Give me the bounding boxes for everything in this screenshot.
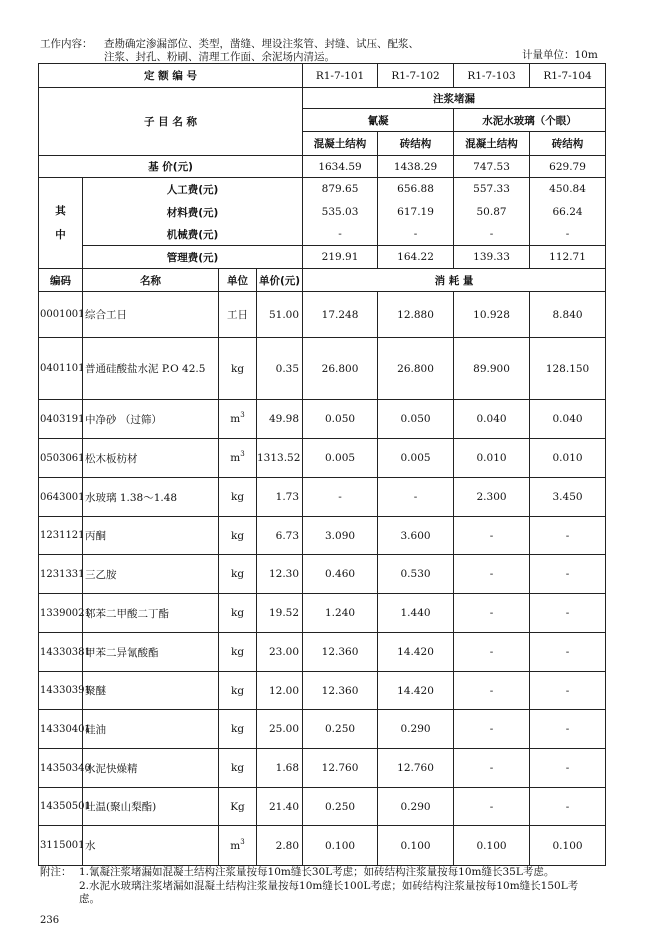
cost-value: 617.19 bbox=[378, 201, 454, 224]
item-consumption: 0.005 bbox=[378, 439, 454, 478]
item-price: 1.68 bbox=[257, 749, 303, 788]
notes-label: 附注： bbox=[40, 866, 72, 878]
unit-text: kg bbox=[230, 529, 245, 542]
col-header-price: 单价(元) bbox=[257, 269, 303, 292]
table-row bbox=[39, 633, 606, 672]
item-consumption: 0.530 bbox=[378, 555, 454, 594]
structure-type: 砖结构 bbox=[530, 132, 606, 156]
unit-text: kg bbox=[230, 362, 245, 375]
item-price: 0.35 bbox=[257, 338, 303, 400]
item-unit bbox=[219, 292, 257, 338]
item-code: 14330381 bbox=[39, 633, 83, 672]
item-consumption: - bbox=[303, 478, 378, 517]
item-unit bbox=[219, 672, 257, 710]
item-code: 1231121 bbox=[39, 517, 83, 555]
item-consumption: 0.100 bbox=[530, 826, 606, 866]
mgmt-fee: 164.22 bbox=[378, 246, 454, 269]
unit-text: kg bbox=[230, 723, 245, 735]
base-price: 1634.59 bbox=[303, 156, 378, 178]
item-price: 25.00 bbox=[257, 710, 303, 749]
table-row bbox=[39, 400, 606, 439]
item-consumption: 26.800 bbox=[303, 338, 378, 400]
item-code: 14350340 bbox=[39, 749, 83, 788]
cost-name: 材料费(元) bbox=[83, 201, 303, 224]
table-row bbox=[39, 594, 606, 633]
item-code: 3115001 bbox=[39, 826, 83, 866]
item-consumption: - bbox=[530, 633, 606, 672]
item-name: 松木板枋材 bbox=[83, 439, 219, 478]
sub-group-name: 水泥水玻璃（个眼） bbox=[454, 109, 606, 132]
unit-superscript: 3 bbox=[240, 450, 245, 458]
item-consumption: 10.928 bbox=[454, 292, 530, 338]
item-unit bbox=[219, 633, 257, 672]
item-consumption: 12.760 bbox=[303, 749, 378, 788]
subitem-label: 子 目 名 称 bbox=[39, 88, 303, 156]
item-name: 丙酮 bbox=[83, 517, 219, 555]
base-price-label: 基 价(元) bbox=[39, 156, 303, 178]
item-consumption: 0.290 bbox=[378, 710, 454, 749]
quota-code: R1-7-104 bbox=[530, 64, 606, 88]
table-row bbox=[39, 672, 606, 710]
base-price: 747.53 bbox=[454, 156, 530, 178]
unit-text: m bbox=[230, 839, 241, 852]
mgmt-fee: 219.91 bbox=[303, 246, 378, 269]
work-content-line1: 查勘确定渗漏部位、类型，凿缝、埋设注浆管、封缝、试压、配浆、 bbox=[104, 38, 419, 50]
item-consumption: 0.250 bbox=[303, 710, 378, 749]
item-code: 14330401 bbox=[39, 710, 83, 749]
item-consumption: - bbox=[454, 517, 530, 555]
item-code: 1231331 bbox=[39, 555, 83, 594]
measure-unit: 计量单位：10m bbox=[522, 49, 598, 61]
work-content-label: 工作内容： bbox=[40, 38, 93, 50]
cost-value: 50.87 bbox=[454, 201, 530, 224]
item-consumption: - bbox=[454, 594, 530, 633]
unit-text: m bbox=[230, 452, 241, 464]
col-header-consumption: 消 耗 量 bbox=[303, 269, 606, 292]
item-consumption: 0.040 bbox=[530, 400, 606, 439]
cost-value: 557.33 bbox=[454, 178, 530, 201]
item-unit bbox=[219, 826, 257, 866]
col-header-unit: 单位 bbox=[219, 269, 257, 292]
item-consumption: 0.005 bbox=[303, 439, 378, 478]
item-consumption: - bbox=[454, 555, 530, 594]
item-consumption: 0.050 bbox=[303, 400, 378, 439]
item-consumption: 14.420 bbox=[378, 672, 454, 710]
item-consumption: 3.090 bbox=[303, 517, 378, 555]
item-code: 13390021 bbox=[39, 594, 83, 633]
base-price: 1438.29 bbox=[378, 156, 454, 178]
quota-code: R1-7-102 bbox=[378, 64, 454, 88]
item-price: 6.73 bbox=[257, 517, 303, 555]
work-content-line2: 注浆、封孔、粉刷、清理工作面、余泥场内清运。 bbox=[104, 51, 335, 63]
item-code: 14350501 bbox=[39, 788, 83, 826]
item-consumption: - bbox=[530, 672, 606, 710]
item-consumption: - bbox=[530, 749, 606, 788]
item-price: 1.73 bbox=[257, 478, 303, 517]
structure-type: 混凝土结构 bbox=[303, 132, 378, 156]
item-consumption: 12.360 bbox=[303, 633, 378, 672]
item-unit bbox=[219, 594, 257, 633]
item-consumption: 12.880 bbox=[378, 292, 454, 338]
table-row bbox=[39, 478, 606, 517]
unit-text: m bbox=[230, 413, 241, 425]
item-consumption: 3.600 bbox=[378, 517, 454, 555]
item-unit bbox=[219, 439, 257, 478]
cost-value: 879.65 bbox=[303, 178, 378, 201]
item-price: 21.40 bbox=[257, 788, 303, 826]
cost-value: 450.84 bbox=[530, 178, 606, 201]
item-consumption: 26.800 bbox=[378, 338, 454, 400]
cost-value: 656.88 bbox=[378, 178, 454, 201]
unit-text: kg bbox=[230, 684, 245, 697]
item-price: 51.00 bbox=[257, 292, 303, 338]
item-consumption: - bbox=[454, 672, 530, 710]
item-consumption: 0.100 bbox=[303, 826, 378, 866]
unit-text: kg bbox=[230, 646, 245, 658]
cost-value: 535.03 bbox=[303, 201, 378, 224]
table-row bbox=[39, 710, 606, 749]
item-price: 23.00 bbox=[257, 633, 303, 672]
item-price: 1313.52 bbox=[257, 439, 303, 478]
item-consumption: 0.100 bbox=[454, 826, 530, 866]
item-code: 0403191 bbox=[39, 400, 83, 439]
item-consumption: 8.840 bbox=[530, 292, 606, 338]
of-which-char: 其 bbox=[55, 205, 66, 217]
item-consumption: 89.900 bbox=[454, 338, 530, 400]
item-name: 甲苯二异氰酸酯 bbox=[83, 633, 219, 672]
item-consumption: 0.010 bbox=[530, 439, 606, 478]
table-row bbox=[39, 826, 606, 866]
item-price: 2.80 bbox=[257, 826, 303, 866]
item-consumption: 0.250 bbox=[303, 788, 378, 826]
unit-text: kg bbox=[230, 568, 245, 580]
item-consumption: 0.460 bbox=[303, 555, 378, 594]
table-row bbox=[39, 788, 606, 826]
item-name: 普通硅酸盐水泥 P.O 42.5 bbox=[83, 338, 219, 400]
cost-value: - bbox=[303, 224, 378, 246]
item-consumption: 2.300 bbox=[454, 478, 530, 517]
item-name: 硅油 bbox=[83, 710, 219, 749]
item-unit bbox=[219, 400, 257, 439]
quota-code: R1-7-103 bbox=[454, 64, 530, 88]
sub-group-name: 氰凝 bbox=[303, 109, 454, 132]
item-consumption: - bbox=[530, 517, 606, 555]
item-price: 12.00 bbox=[257, 672, 303, 710]
cost-value: - bbox=[454, 224, 530, 246]
item-consumption: - bbox=[454, 633, 530, 672]
item-name: 综合工日 bbox=[83, 292, 219, 338]
item-consumption: 0.010 bbox=[454, 439, 530, 478]
col-header-code: 编码 bbox=[39, 269, 83, 292]
item-consumption: 0.050 bbox=[378, 400, 454, 439]
item-name: 水玻璃 1.38～1.48 bbox=[83, 478, 219, 517]
quota-table bbox=[38, 63, 606, 866]
item-price: 12.30 bbox=[257, 555, 303, 594]
item-consumption: 14.420 bbox=[378, 633, 454, 672]
item-name: 水 bbox=[83, 826, 219, 866]
mgmt-fee: 112.71 bbox=[530, 246, 606, 269]
item-consumption: 12.760 bbox=[378, 749, 454, 788]
table-row bbox=[39, 439, 606, 478]
cost-value: - bbox=[378, 224, 454, 246]
item-code: 14330391 bbox=[39, 672, 83, 710]
item-code: 0401101 bbox=[39, 338, 83, 400]
note-2: 2.水泥水玻璃注浆堵漏如混凝土结构注浆量按每10m缝长100L考虑；如砖结构注浆量按每10m缝长150L考 bbox=[79, 880, 579, 892]
item-consumption: - bbox=[530, 555, 606, 594]
cost-name: 人工费(元) bbox=[83, 178, 303, 201]
item-unit bbox=[219, 338, 257, 400]
group-name: 注浆堵漏 bbox=[303, 88, 606, 109]
item-consumption: - bbox=[454, 788, 530, 826]
item-unit bbox=[219, 517, 257, 555]
item-consumption: 12.360 bbox=[303, 672, 378, 710]
item-price: 49.98 bbox=[257, 400, 303, 439]
note-2-cont: 虑。 bbox=[79, 893, 100, 905]
structure-type: 砖结构 bbox=[378, 132, 454, 156]
unit-text: kg bbox=[230, 491, 245, 503]
base-price: 629.79 bbox=[530, 156, 606, 178]
item-consumption: 17.248 bbox=[303, 292, 378, 338]
item-unit bbox=[219, 478, 257, 517]
unit-text: kg bbox=[230, 762, 245, 774]
item-name: 水泥快燥精 bbox=[83, 749, 219, 788]
quota-code: R1-7-101 bbox=[303, 64, 378, 88]
unit-text: 工日 bbox=[227, 309, 248, 321]
item-consumption: 1.440 bbox=[378, 594, 454, 633]
unit-text: kg bbox=[230, 607, 245, 619]
item-consumption: - bbox=[530, 594, 606, 633]
item-name: 聚醚 bbox=[83, 672, 219, 710]
note-1: 1.氰凝注浆堵漏如混凝土结构注浆量按每10m缝长30L考虑；如砖结构注浆量按每10m缝长35L考虑。 bbox=[79, 866, 555, 878]
item-name: 中净砂 （过筛） bbox=[83, 400, 219, 439]
of-which-label bbox=[39, 178, 83, 269]
unit-text: Kg bbox=[230, 800, 245, 813]
item-consumption: 1.240 bbox=[303, 594, 378, 633]
unit-superscript: 3 bbox=[240, 411, 245, 419]
quota-label: 定 额 编 号 bbox=[39, 64, 303, 88]
item-consumption: - bbox=[530, 788, 606, 826]
col-header-name: 名称 bbox=[83, 269, 219, 292]
page-number: 236 bbox=[40, 915, 60, 926]
item-unit bbox=[219, 555, 257, 594]
item-price: 19.52 bbox=[257, 594, 303, 633]
table-row bbox=[39, 338, 606, 400]
structure-type: 混凝土结构 bbox=[454, 132, 530, 156]
item-unit bbox=[219, 788, 257, 826]
table-row bbox=[39, 517, 606, 555]
of-which-char: 中 bbox=[55, 229, 66, 241]
item-consumption: - bbox=[454, 749, 530, 788]
item-code: 0643001 bbox=[39, 478, 83, 517]
mgmt-fee-label: 管理费(元) bbox=[83, 246, 303, 269]
item-consumption: 128.150 bbox=[530, 338, 606, 400]
table-row bbox=[39, 749, 606, 788]
table-row bbox=[39, 555, 606, 594]
item-consumption: 0.100 bbox=[378, 826, 454, 866]
item-code: 0001001 bbox=[39, 292, 83, 338]
item-consumption: 0.290 bbox=[378, 788, 454, 826]
item-consumption: 3.450 bbox=[530, 478, 606, 517]
material-list bbox=[39, 292, 606, 866]
item-name: 邻苯二甲酸二丁酯 bbox=[83, 594, 219, 633]
item-consumption: - bbox=[454, 710, 530, 749]
mgmt-fee: 139.33 bbox=[454, 246, 530, 269]
item-unit bbox=[219, 710, 257, 749]
table-row bbox=[39, 292, 606, 338]
cost-name: 机械费(元) bbox=[83, 224, 303, 246]
item-unit bbox=[219, 749, 257, 788]
unit-superscript: 3 bbox=[240, 837, 245, 846]
item-code: 0503061 bbox=[39, 439, 83, 478]
item-consumption: 0.040 bbox=[454, 400, 530, 439]
item-name: 三乙胺 bbox=[83, 555, 219, 594]
item-consumption: - bbox=[530, 710, 606, 749]
item-consumption: - bbox=[378, 478, 454, 517]
cost-value: 66.24 bbox=[530, 201, 606, 224]
cost-value: - bbox=[530, 224, 606, 246]
item-name: 吐温(聚山梨酯) bbox=[83, 788, 219, 826]
